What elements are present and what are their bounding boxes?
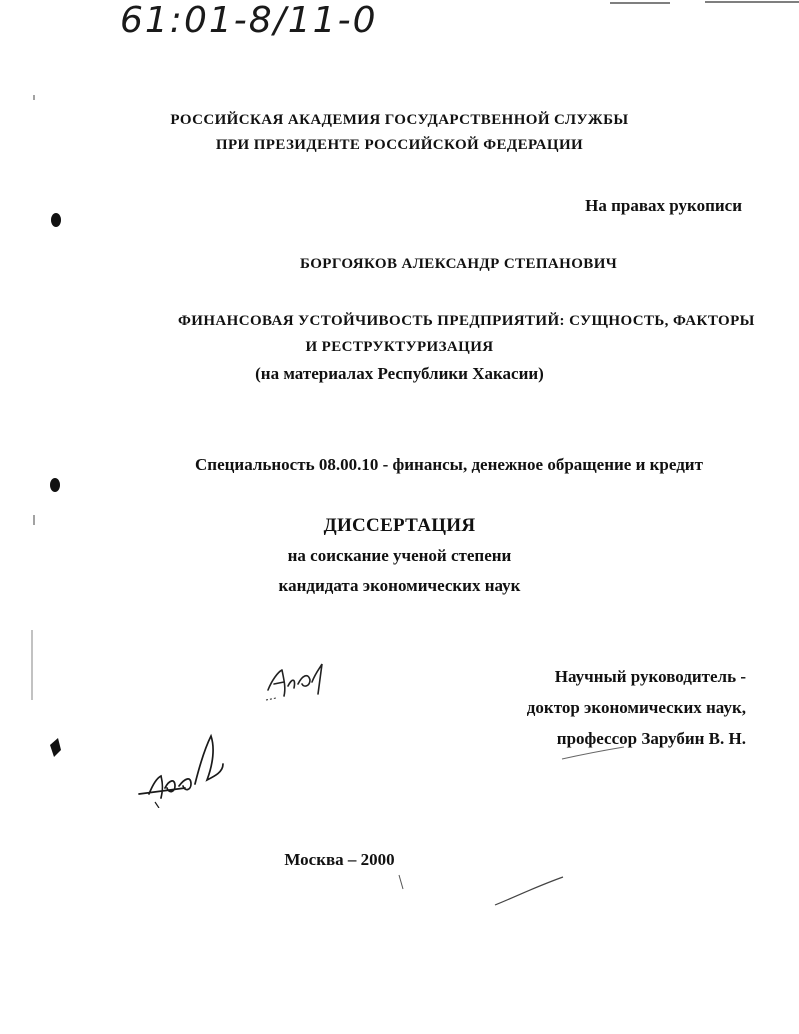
degree-line-1: на соискание ученой степени xyxy=(287,546,512,565)
place-year: Москва – 2000 xyxy=(284,850,395,869)
binding-marks xyxy=(28,80,68,840)
supervisor-line-2: доктор экономических наук, xyxy=(526,698,746,717)
org-line-2: ПРИ ПРЕЗИДЕНТЕ РОССИЙСКОЙ ФЕДЕРАЦИИ xyxy=(215,137,584,153)
handwritten-catalog-number: 61:01-8/11-0 xyxy=(120,0,378,41)
signature-upper xyxy=(262,660,332,705)
pen-strokes-supervisor xyxy=(560,745,630,765)
degree-line-2: кандидата экономических наук xyxy=(278,576,521,595)
signature-lower xyxy=(135,728,235,808)
thesis-title-line-2: И РЕСТРУКТУРИЗАЦИЯ xyxy=(305,339,494,355)
supervisor-line-3: профессор Зарубин В. Н. xyxy=(556,729,746,748)
degree-heading: ДИССЕРТАЦИЯ xyxy=(323,515,476,536)
manuscript-note: На правах рукописи xyxy=(585,196,742,215)
author-name: БОРГОЯКОВ АЛЕКСАНДР СТЕПАНОВИЧ xyxy=(300,256,618,272)
scan-artifact-top-right xyxy=(610,0,799,10)
org-line-1: РОССИЙСКАЯ АКАДЕМИЯ ГОСУДАРСТВЕННОЙ СЛУЖБЫ xyxy=(170,112,629,128)
thesis-title-line-1: ФИНАНСОВАЯ УСТОЙЧИВОСТЬ ПРЕДПРИЯТИЙ: СУЩНОСТЬ, ФАКТОРЫ xyxy=(178,313,755,329)
supervisor-line-1: Научный руководитель - xyxy=(554,667,746,686)
specialty: Специальность 08.00.10 - финансы, денежное обращение и кредит xyxy=(195,455,703,474)
thesis-title-line-3: (на материалах Республики Хакасии) xyxy=(255,364,544,383)
pen-strokes-bottom xyxy=(395,865,575,910)
